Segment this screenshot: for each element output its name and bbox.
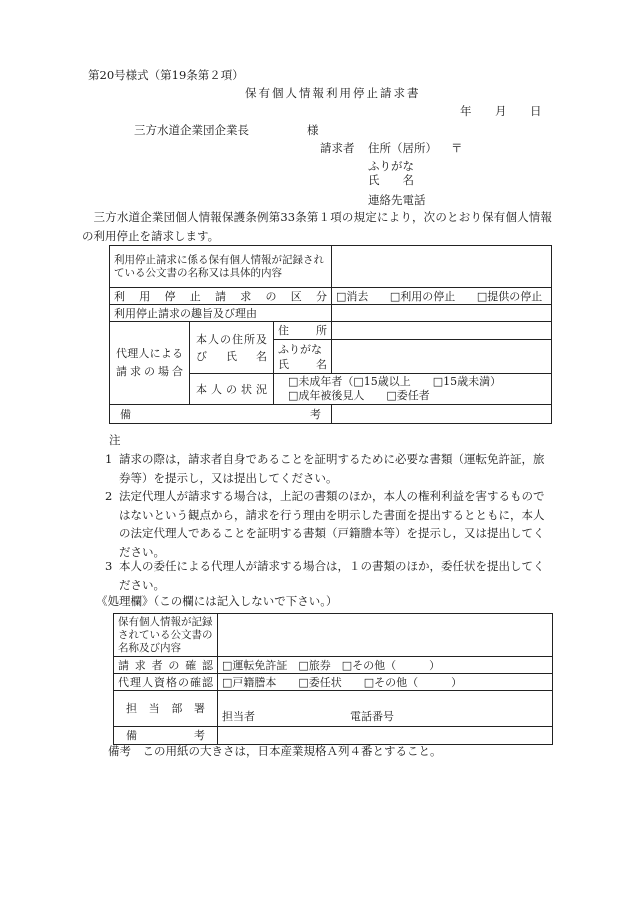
agent-name-cell — [274, 340, 332, 374]
classification-options — [332, 288, 552, 305]
reason-label: 利用停止請求の趣旨及び理由 — [110, 305, 332, 322]
option-erase[interactable]: □消去 — [336, 289, 369, 303]
address-label: 住 所 — [274, 322, 332, 340]
remarks-label: 備考 — [110, 405, 332, 424]
agent-check-row — [114, 674, 553, 691]
staff-label: 担当者 — [222, 710, 255, 723]
processing-document-label: 保有個人情報が記録されている公文書の名称及び内容 — [114, 614, 218, 657]
department-row — [114, 691, 553, 727]
page-title: 保有個人情報利用停止請求書 — [245, 86, 421, 100]
footer-remark: 備考 この用紙の大きさは，日本産業規格Ａ列４番とすること。 — [108, 744, 442, 758]
option-stop-provision[interactable]: □提供の停止 — [476, 289, 543, 303]
requester-name-label: 氏 名 — [368, 173, 414, 187]
document-name-label: 利用停止請求に係る保有個人情報が記録されている公文書の名称又は具体的内容 — [110, 246, 332, 288]
status-line-1[interactable]: □未成年者（□15歳以上 □15歳未満） — [288, 375, 502, 388]
status-label: 本人の状況 — [190, 374, 274, 405]
name-label: 氏 名 — [278, 357, 327, 371]
phone-label: 電話番号 — [350, 710, 394, 723]
processing-document-field[interactable] — [218, 614, 553, 657]
reason-field[interactable] — [332, 305, 552, 322]
form-number: 第20号様式（第19条第２項） — [88, 68, 244, 82]
requester-furigana-label: ふりがな — [368, 159, 414, 173]
processing-document-row — [114, 614, 553, 657]
addressee: 三方水道企業団企業長 — [134, 123, 249, 137]
agent-label: 代理人による請求の場合 — [110, 322, 190, 405]
intro-paragraph: 三方水道企業団個人情報保護条例第33条第１項の規定により，次のとおり保有個人情報の利用停止を請求します。 — [82, 210, 552, 243]
requester-check-label: 請求者の確認 — [114, 657, 218, 674]
requester-label: 請求者 — [320, 141, 355, 155]
department-label: 担当部署 — [114, 691, 218, 727]
status-line-2[interactable]: □成年被後見人 □委任者 — [288, 389, 430, 402]
requester-check-options[interactable]: □運転免許証 □旅券 □その他（ ） — [218, 657, 553, 674]
honorific: 様 — [307, 123, 319, 137]
agent-address-row — [110, 322, 552, 340]
agent-address-field[interactable] — [332, 322, 552, 340]
processing-remarks-field[interactable] — [218, 727, 553, 745]
note-number: 1 — [105, 452, 113, 466]
requester-phone-label: 連絡先電話 — [368, 193, 426, 207]
agent-check-label: 代理人資格の確認 — [114, 674, 218, 691]
option-stop-use[interactable]: □利用の停止 — [389, 289, 456, 303]
note-text: 請求の際は，請求者自身であることを証明するために必要な書類（運転免許証，旅券等）を提示し，又は提出してください。 — [119, 452, 545, 485]
status-options — [274, 374, 552, 405]
remarks-row — [110, 405, 552, 424]
note-number: 2 — [105, 489, 113, 503]
date-year-label: 年 — [460, 104, 472, 118]
requester-address-label: 住所（居所） — [368, 141, 437, 155]
document-name-field[interactable] — [332, 246, 552, 288]
processing-remarks-row — [114, 727, 553, 745]
classification-row — [110, 288, 552, 305]
reason-row — [110, 305, 552, 322]
note-item-2 — [105, 487, 552, 561]
postal-mark: 〒 — [451, 141, 463, 155]
agent-check-options[interactable]: □戸籍謄本 □委任状 □その他（ ） — [218, 674, 553, 691]
note-item-1 — [105, 450, 552, 487]
note-number: 3 — [105, 559, 113, 573]
processing-table — [113, 613, 553, 745]
date-month-label: 月 — [495, 104, 507, 118]
request-table — [109, 245, 552, 424]
person-name-label: 本人の住所及び氏名 — [190, 322, 274, 374]
agent-name-field[interactable] — [332, 340, 552, 374]
note-text: 法定代理人が請求する場合は，上記の書類のほか，本人の権利利益を害するものではないという観点から，請求を行う理由を明示した書面を提出するとともに，本人の法定代理人であることを証明する書類（戸籍謄本等）を提示し，又は提出してください。 — [119, 489, 545, 559]
processing-heading: 《処理欄》（この欄には記入しないで下さい。） — [96, 594, 338, 608]
note-item-3 — [105, 557, 552, 594]
classification-label: 利用停止請求の区分 — [110, 288, 332, 305]
remarks-field[interactable] — [332, 405, 552, 424]
note-text: 本人の委任による代理人が請求する場合は，１の書類のほか，委任状を提出してください。 — [119, 559, 545, 592]
furigana-label: ふりがな — [278, 342, 322, 356]
department-field — [218, 691, 553, 727]
processing-remarks-label: 備考 — [114, 727, 218, 745]
date-day-label: 日 — [530, 104, 542, 118]
document-row — [110, 246, 552, 288]
notes-heading: 注 — [109, 433, 121, 447]
requester-check-row — [114, 657, 553, 674]
